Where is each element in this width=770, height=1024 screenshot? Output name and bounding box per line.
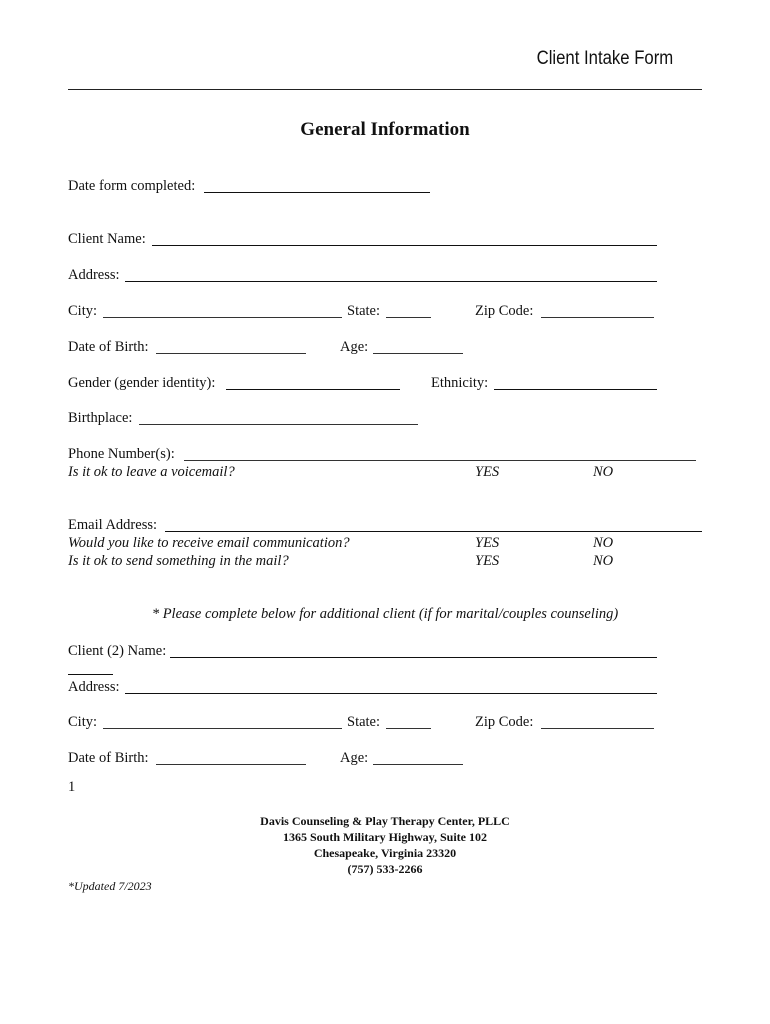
mail-yes[interactable]: YES xyxy=(475,553,500,569)
client2-name-field[interactable] xyxy=(170,641,657,658)
section-title: General Information xyxy=(300,119,470,140)
footer-address-line: 1365 South Military Highway, Suite 102 xyxy=(282,830,488,844)
footer-city-line: Chesapeake, Virginia 23320 xyxy=(313,846,457,860)
footer-phone: (757) 533-2266 xyxy=(347,862,423,876)
dob-field[interactable] xyxy=(156,337,306,354)
address-label: Address: xyxy=(68,267,120,283)
client2-address-label: Address: xyxy=(68,679,120,695)
client-name-label: Client Name: xyxy=(68,231,146,247)
email-label: Email Address: xyxy=(68,517,158,533)
city-field[interactable] xyxy=(103,301,342,318)
zip-label: Zip Code: xyxy=(475,303,534,319)
client2-dob-field[interactable] xyxy=(156,748,306,765)
ethnicity-field[interactable] xyxy=(494,373,657,390)
gender-label: Gender (gender identity): xyxy=(68,375,216,391)
city-label: City: xyxy=(68,303,98,319)
header-divider xyxy=(68,89,702,90)
state-label: State: xyxy=(347,303,381,319)
voicemail-no[interactable]: NO xyxy=(593,464,614,480)
age-label: Age: xyxy=(340,339,369,355)
zip-field[interactable] xyxy=(541,301,654,318)
phone-label: Phone Number(s): xyxy=(68,446,175,462)
email-communication-question: Would you like to receive email communication? xyxy=(68,535,350,551)
client2-city-label: City: xyxy=(68,714,98,730)
client2-city-field[interactable] xyxy=(103,712,342,729)
footer-org-name: Davis Counseling & Play Therapy Center, PLLC xyxy=(260,814,510,828)
ethnicity-label: Ethnicity: xyxy=(431,375,489,391)
email-no[interactable]: NO xyxy=(593,535,614,551)
date-completed-label: Date form completed: xyxy=(68,178,196,194)
date-completed-field[interactable] xyxy=(204,176,430,193)
client2-zip-label: Zip Code: xyxy=(475,714,534,730)
client2-age-label: Age: xyxy=(340,750,369,766)
address-field[interactable] xyxy=(125,265,657,282)
state-field[interactable] xyxy=(386,301,431,318)
age-field[interactable] xyxy=(373,337,463,354)
client2-name-continuation xyxy=(68,674,113,675)
gender-field[interactable] xyxy=(226,373,400,390)
additional-client-note: * Please complete below for additional client (if for marital/couples counseling) xyxy=(151,606,619,622)
mail-question: Is it ok to send something in the mail? xyxy=(68,553,289,569)
client2-age-field[interactable] xyxy=(373,748,463,765)
client2-state-label: State: xyxy=(347,714,381,730)
voicemail-yes[interactable]: YES xyxy=(475,464,500,480)
updated-date: *Updated 7/2023 xyxy=(68,879,152,893)
form-header-title: Client Intake Form xyxy=(536,48,673,69)
client2-dob-label: Date of Birth: xyxy=(68,750,149,766)
client2-address-field[interactable] xyxy=(125,677,657,694)
client2-zip-field[interactable] xyxy=(541,712,654,729)
email-field[interactable] xyxy=(165,515,702,532)
dob-label: Date of Birth: xyxy=(68,339,149,355)
client2-name-label: Client (2) Name: xyxy=(68,643,167,659)
email-yes[interactable]: YES xyxy=(475,535,500,551)
mail-no[interactable]: NO xyxy=(593,553,614,569)
voicemail-question: Is it ok to leave a voicemail? xyxy=(68,464,235,480)
client2-state-field[interactable] xyxy=(386,712,431,729)
birthplace-label: Birthplace: xyxy=(68,410,133,426)
client-name-field[interactable] xyxy=(152,229,657,246)
phone-field[interactable] xyxy=(184,444,696,461)
birthplace-field[interactable] xyxy=(139,408,418,425)
page-number: 1 xyxy=(68,779,76,795)
